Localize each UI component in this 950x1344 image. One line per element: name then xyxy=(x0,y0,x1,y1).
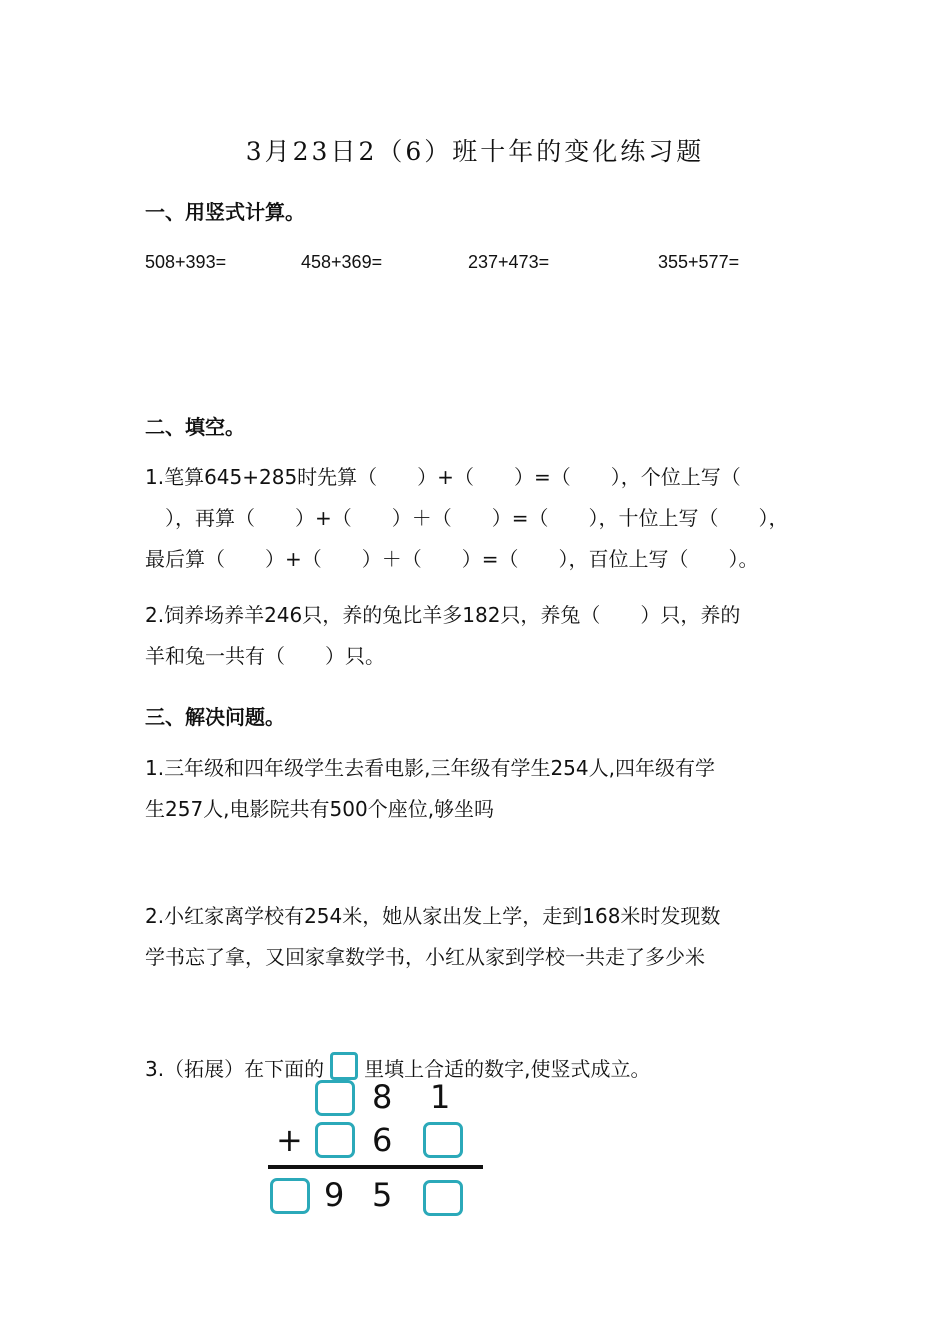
question-line: 羊和兔一共有（ ）只。 xyxy=(145,644,385,668)
calc-problem-3: 237+473= xyxy=(468,252,550,272)
problem-3-text-before: 3.（拓展）在下面的 xyxy=(145,1057,325,1081)
question-line: 2.饲养场养羊246只，养的兔比羊多182只，养兔（ ）只，养的 xyxy=(145,603,741,627)
section-2-heading: 二、填空。 xyxy=(145,415,245,439)
sum-line xyxy=(268,1165,483,1169)
blank-digit-box[interactable] xyxy=(423,1122,463,1158)
word-problem-1 xyxy=(145,748,825,830)
puzzle-digit: 9 xyxy=(324,1176,345,1214)
page-title: 3月23日2（6）班十年的变化练习题 xyxy=(245,137,705,166)
extension-problem-3 xyxy=(145,1052,650,1082)
question-line: 1.三年级和四年级学生去看电影,三年级有学生254人,四年级有学 xyxy=(145,756,715,780)
fill-blank-question-1 xyxy=(145,457,825,580)
problem-3-text-after: 里填上合适的数字,使竖式成立。 xyxy=(364,1057,651,1081)
blank-digit-box[interactable] xyxy=(423,1180,463,1216)
question-line: 2.小红家离学校有254米，她从家出发上学，走到168米时发现数 xyxy=(145,904,721,928)
section-1-heading: 一、用竖式计算。 xyxy=(145,200,305,224)
question-line: 最后算（ ）+（ ）＋（ ）=（ ），百位上写（ ）。 xyxy=(145,547,759,571)
answer-box-icon xyxy=(330,1052,358,1080)
fill-blank-question-2 xyxy=(145,595,825,677)
question-line: 学书忘了拿，又回家拿数学书，小红从家到学校一共走了多少米 xyxy=(145,945,705,969)
blank-digit-box[interactable] xyxy=(315,1122,355,1158)
question-line: 1.笔算645+285时先算（ ）+（ ）=（ ），个位上写（ xyxy=(145,465,741,489)
plus-sign: + xyxy=(276,1121,303,1159)
calc-problem-4: 355+577= xyxy=(658,252,740,272)
question-line: ），再算（ ）+（ ）＋（ ）=（ ），十位上写（ ）， xyxy=(145,506,789,530)
section-3-heading: 三、解决问题。 xyxy=(145,705,285,729)
puzzle-digit: 5 xyxy=(372,1176,393,1214)
puzzle-digit: 1 xyxy=(430,1078,451,1116)
calc-problem-2: 458+369= xyxy=(301,252,383,272)
word-problem-2 xyxy=(145,896,825,978)
blank-digit-box[interactable] xyxy=(315,1080,355,1116)
question-line: 生257人,电影院共有500个座位,够坐吗 xyxy=(145,797,495,821)
blank-digit-box[interactable] xyxy=(270,1178,310,1214)
calc-problem-1: 508+393= xyxy=(145,252,227,272)
puzzle-digit: 8 xyxy=(372,1078,393,1116)
puzzle-digit: 6 xyxy=(372,1121,393,1159)
